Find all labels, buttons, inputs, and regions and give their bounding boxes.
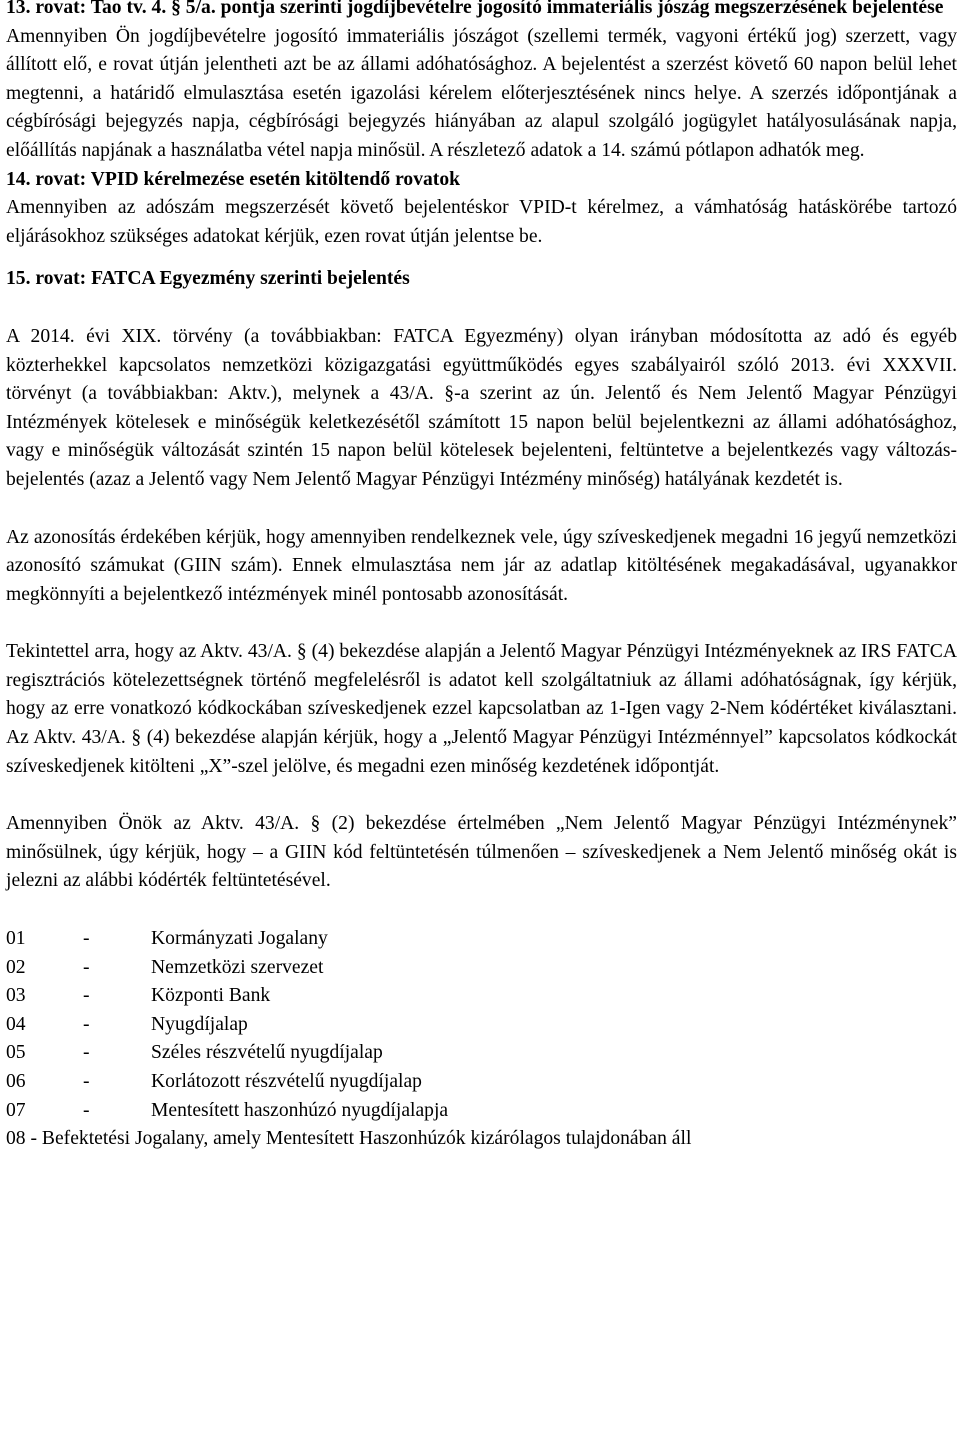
code-dash: - — [83, 1042, 90, 1064]
code-dash: - — [83, 1071, 90, 1092]
code-label: Központi Bank — [151, 985, 271, 1007]
code-value: 05 — [6, 1042, 26, 1064]
code-value: 07 — [6, 1099, 26, 1121]
section-15-paragraph-1: A 2014. évi XIX. törvény (a továbbiakban: FATCA Egyezmény) olyan irányban módosította az adó és egyéb közterhekkel kapcsolatos nemzetközi közigazgatási együttműködés egyes szabályairól szóló 2013. évi XXXVII. törvényt (a továbbiakban: Aktv.), melynek a 43/A. §-a szerint az ún. Jelentő és Nem Jelentő Magyar Pénzügyi Intézmények kötelesek e minőségük keletkezésétől számított 15 napon belül bejelentkezni az állami adóhatósághoz, vagy e minőségük változását szintén 15 napon belül kötelesek bejelenteni, feltüntetve a bejelentkezés vagy változás-bejelentés (azaz a Jelentő vagy Nem Jelentő Magyar Pénzügyi Intézmény minőség) hatályának kezdetét is. — [6, 325, 957, 490]
spacer — [6, 294, 957, 323]
code-value: 02 — [6, 956, 26, 978]
code-label: Nyugdíjalap — [151, 1013, 248, 1035]
section-15-paragraph-2: Az azonosítás érdekében kérjük, hogy amennyiben rendelkeznek vele, úgy szíveskedjenek megadni 16 jegyű nemzetközi azonosító számukat (GIIN szám). Ennek elmulasztása nem jár az adatlap kitöltésének megakadásával, ugyanakkor megkönnyíti a bejelentkező intézmények minél pontosabb azonosítását. — [6, 526, 957, 605]
code-dash: - — [83, 1013, 90, 1035]
code-dash: - — [83, 928, 90, 950]
spacer — [6, 609, 957, 638]
section-15-heading: 15. rovat: FATCA Egyezmény szerinti bejelentés — [6, 268, 410, 290]
code-value: 01 — [6, 928, 26, 950]
section-15-paragraph-3: Tekintettel arra, hogy az Aktv. 43/A. § (4) bekezdése alapján a Jelentő Magyar Pénzügyi Intézményeknek az IRS FATCA regisztrációs kötelezettségnek történő megfelelésről is adatot kell szolgáltatniuk az állami adóhatóságnak, így kérjük, hogy az erre vonatkozó kódkockában szíveskedjenek ezzel kapcsolatban az 1-Igen vagy 2-Nem kódértéket kiválasztani. Az Aktv. 43/A. § (4) bekezdése alapján kérjük, hogy a „Jelentő Magyar Pénzügyi Intézménnyel” kapcsolatos kódkockát szíveskedjenek kitölteni „X”-szel jelölve, és megadni ezen minőség kezdetének időpontját. — [6, 641, 957, 777]
non-reporting-code-list — [6, 925, 957, 1125]
section-13-heading: 13. rovat: Tao tv. 4. § 5/a. pontja szerinti jogdíjbevételre jogosító immateriális jószág megszerzésének bejelentése — [6, 0, 944, 18]
code-list-item — [6, 982, 957, 1011]
code-label: Korlátozott részvételű nyugdíjalap — [151, 1071, 422, 1092]
code-label: Nemzetközi szervezet — [151, 956, 324, 978]
code-list-item-08: 08 - Befektetési Jogalany, amely Mentesített Haszonhúzók kizárólagos tulajdonában áll — [6, 1128, 692, 1150]
code-value: 04 — [6, 1013, 26, 1035]
code-list-item — [6, 1068, 957, 1097]
code-dash: - — [83, 985, 90, 1007]
code-dash: - — [83, 956, 90, 978]
section-14-body: Amennyiben az adószám megszerzését követő bejelentéskor VPID-t kérelmez, a vámhatóság hatáskörébe tartozó eljárásokhoz szükséges adatokat kérjük, ezen rovat útján jelentse be. — [6, 197, 957, 247]
spacer — [6, 251, 957, 265]
spacer — [6, 495, 957, 524]
code-label: Széles részvételű nyugdíjalap — [151, 1042, 383, 1064]
code-list-item — [6, 1097, 957, 1126]
code-list-item — [6, 954, 957, 983]
code-label: Kormányzati Jogalany — [151, 928, 328, 950]
code-label: Mentesített haszonhúzó nyugdíjalapja — [151, 1099, 449, 1121]
code-value: 03 — [6, 985, 26, 1007]
code-list-item — [6, 1011, 957, 1040]
spacer — [6, 781, 957, 810]
code-list-item — [6, 925, 957, 954]
section-15-paragraph-4: Amennyiben Önök az Aktv. 43/A. § (2) bekezdése értelmében „Nem Jelentő Magyar Pénzügyi Intézménynek” minősülnek, úgy kérjük, hogy – a GIIN kód feltüntetésén túlmenően – szíveskedjenek a Nem Jelentő minőség okát is jelezni az alábbi kódérték feltüntetésével. — [6, 813, 957, 892]
code-list-item — [6, 1039, 957, 1068]
spacer — [6, 896, 957, 925]
section-14-heading: 14. rovat: VPID kérelmezése esetén kitöltendő rovatok — [6, 168, 461, 190]
code-value: 06 — [6, 1071, 26, 1092]
section-13-body: Amennyiben Ön jogdíjbevételre jogosító immateriális jószágot (szellemi termék, vagyoni értékű jog) szerzett, vagy állított elő, e rovat útján jelentheti azt be az állami adóhatósághoz. A bejelentést a szerzést követő 60 napon belül lehet megtenni, a határidő elmulasztása esetén igazolási kérelem előterjesztésének nincs helye. A szerzés időpontjának a cégbírósági bejegyzés napja, cégbírósági bejegyzés hiányában az alapul szolgáló jogügylet hatályosulásának napja, előállítás napjának a használatba vétel napja minősül. A részletező adatok a 14. számú pótlapon adhatók meg. — [6, 25, 957, 161]
code-dash: - — [83, 1099, 90, 1121]
